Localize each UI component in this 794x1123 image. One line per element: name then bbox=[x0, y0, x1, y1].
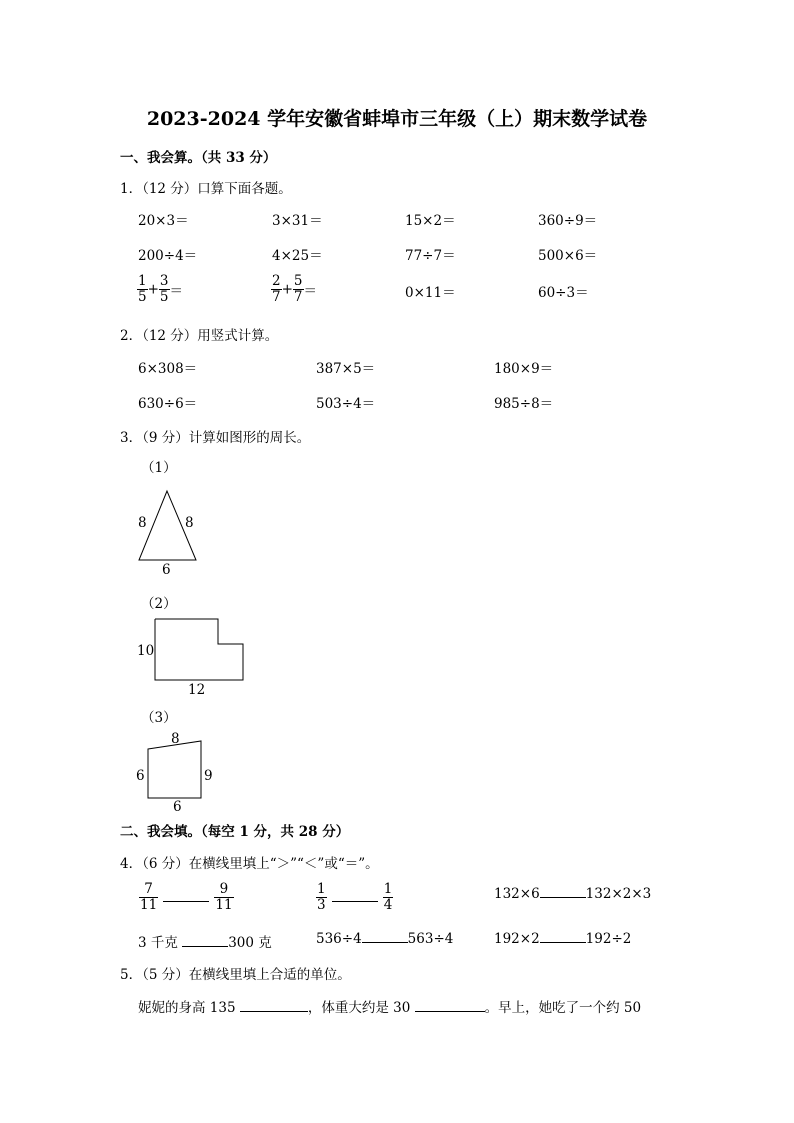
triangle-left-label: 8 bbox=[138, 515, 147, 531]
section-1-heading: 一、我会算。（共 33 分） bbox=[120, 150, 277, 166]
q2-item: 180×9＝ bbox=[494, 361, 554, 377]
q5-sentence: 妮妮的身高 135 ，体重大约是 30 。早上，她吃了一个约 50 bbox=[138, 1000, 642, 1016]
q1-item: 4×25＝ bbox=[272, 248, 323, 264]
triangle-figure bbox=[130, 484, 210, 580]
q4-heading: 4．（6 分）在横线里填上“＞”“＜”或“＝”。 bbox=[120, 856, 379, 872]
figure-label-2: （2） bbox=[141, 596, 177, 612]
fraction: $\frac{1}{5}$ bbox=[138, 273, 147, 305]
quad-right-label: 9 bbox=[204, 768, 213, 784]
q2-item: 630÷6＝ bbox=[138, 396, 198, 412]
quad-bottom-label: 6 bbox=[173, 799, 182, 814]
q2-item: 6×308＝ bbox=[138, 361, 198, 377]
q2-item: 387×5＝ bbox=[316, 361, 376, 377]
q4-compare-5: 536÷4 563÷4 bbox=[316, 931, 454, 947]
q5-heading: 5．（5 分）在横线里填上合适的单位。 bbox=[120, 967, 351, 983]
answer-blank[interactable] bbox=[540, 941, 586, 943]
answer-blank[interactable] bbox=[540, 896, 586, 898]
quad-left-label: 6 bbox=[136, 768, 145, 784]
fraction: $\frac{9}{11}$ bbox=[215, 881, 233, 913]
page-title: 2023-2024 学年安徽省蚌埠市三年级（上）期末数学试卷 bbox=[146, 108, 648, 130]
quad-top-label: 8 bbox=[171, 731, 180, 747]
q4-compare-2 bbox=[316, 882, 393, 913]
q4-compare-3: 132×6 132×2×3 bbox=[494, 886, 652, 902]
q1-fraction-sum-2: $\frac{2}{7}$ + $\frac{5}{7}$ ＝ bbox=[272, 273, 317, 305]
fraction: $\frac{7}{11}$ bbox=[140, 881, 158, 913]
q1-heading: 1．（12 分）口算下面各题。 bbox=[120, 181, 292, 197]
notched-rectangle-figure bbox=[130, 612, 260, 698]
q1-item: 60÷3＝ bbox=[538, 285, 589, 301]
answer-blank[interactable] bbox=[240, 1010, 308, 1012]
q2-item: 985÷8＝ bbox=[494, 396, 554, 412]
answer-blank[interactable] bbox=[163, 900, 209, 902]
answer-blank[interactable] bbox=[362, 941, 408, 943]
rect-left-label: 10 bbox=[137, 643, 155, 659]
fraction: $\frac{2}{7}$ bbox=[272, 273, 281, 305]
q1-item: 20×3＝ bbox=[138, 213, 189, 229]
triangle-bottom-label: 6 bbox=[162, 562, 171, 578]
q1-item: 0×11＝ bbox=[405, 285, 456, 301]
fraction: $\frac{5}{7}$ bbox=[293, 273, 303, 305]
answer-blank[interactable] bbox=[415, 1010, 485, 1012]
figure-label-1: （1） bbox=[141, 460, 177, 476]
q1-item: 3×31＝ bbox=[272, 213, 323, 229]
q1-item: 200÷4＝ bbox=[138, 248, 198, 264]
q3-heading: 3．（9 分）计算如图形的周长。 bbox=[120, 430, 311, 446]
fraction: $\frac{1}{4}$ bbox=[383, 881, 393, 913]
q1-item: 360÷9＝ bbox=[538, 213, 598, 229]
q4-compare-4: 3 千克 300 克 bbox=[138, 935, 272, 951]
q4-compare-1 bbox=[139, 882, 234, 913]
rect-bottom-label: 12 bbox=[188, 682, 206, 698]
q1-item: 500×6＝ bbox=[538, 248, 598, 264]
fraction: $\frac{1}{3}$ bbox=[317, 881, 326, 913]
quadrilateral-figure bbox=[130, 730, 230, 814]
q1-item: 15×2＝ bbox=[405, 213, 456, 229]
q1-fraction-sum-1: $\frac{1}{5}$ + $\frac{3}{5}$ ＝ bbox=[138, 273, 183, 305]
triangle-right-label: 8 bbox=[185, 515, 194, 531]
q1-item: 77÷7＝ bbox=[405, 248, 456, 264]
q2-item: 503÷4＝ bbox=[316, 396, 376, 412]
section-2-heading: 二、我会填。（每空 1 分，共 28 分） bbox=[120, 824, 350, 840]
q2-heading: 2．（12 分）用竖式计算。 bbox=[120, 328, 279, 344]
answer-blank[interactable] bbox=[182, 945, 228, 947]
q4-compare-6: 192×2 192÷2 bbox=[494, 931, 632, 947]
answer-blank[interactable] bbox=[332, 900, 378, 902]
fraction: $\frac{3}{5}$ bbox=[159, 273, 169, 305]
figure-label-3: （3） bbox=[141, 710, 177, 726]
